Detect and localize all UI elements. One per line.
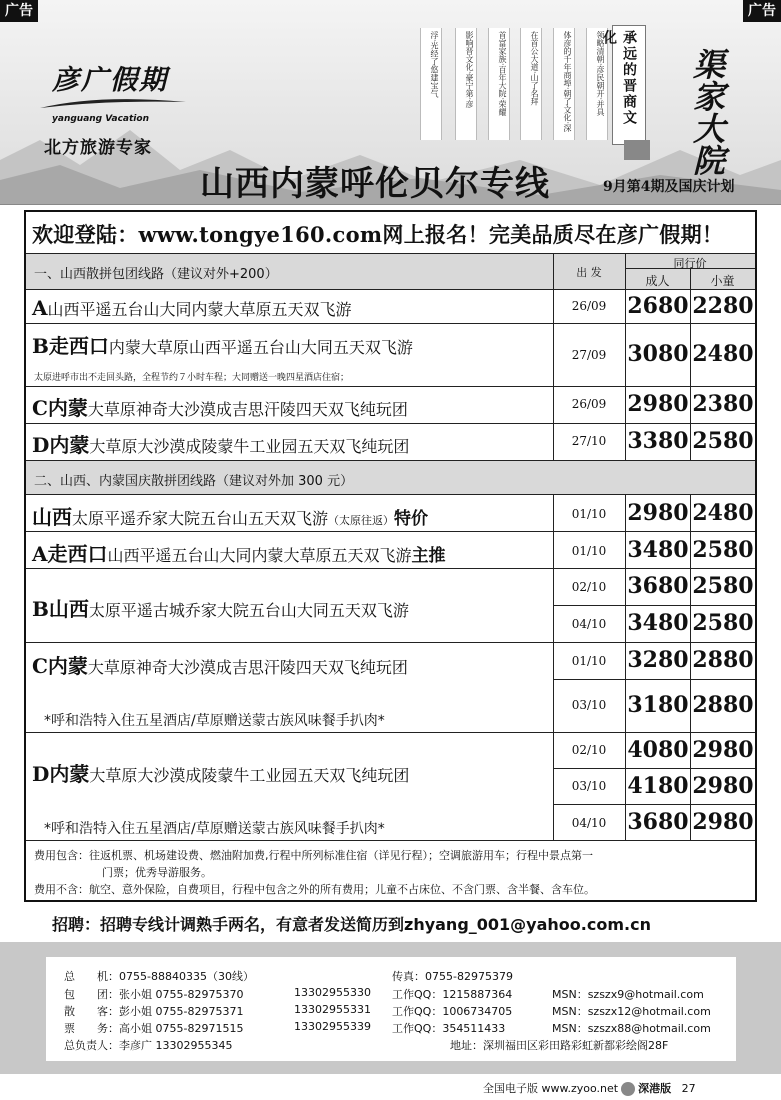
- logo-english: yanguang Vacation: [52, 114, 149, 124]
- contact-mobile: 13302955330: [294, 986, 371, 999]
- scroll-text: 体彦的千年商埠·朝了文化·深: [553, 28, 575, 140]
- column-child: 小童: [710, 274, 735, 288]
- route-name: C内蒙大草原神奇大沙漠成吉思汗陵四天双飞纯玩团: [32, 396, 408, 420]
- zyoo-logo-icon: [621, 1082, 635, 1096]
- child-price: 2980: [692, 809, 754, 835]
- child-price: 2880: [692, 647, 754, 673]
- child-price: 2280: [692, 293, 754, 319]
- logo-tagline: 北方旅游专家: [44, 138, 152, 158]
- route-note: 太原进呼市出不走回头路，全程节约７小时车程；大同赠送一晚四星酒店住宿；: [34, 373, 350, 383]
- adult-price: 2980: [627, 391, 689, 417]
- adult-price: 4080: [627, 737, 689, 763]
- sub-title: 9月第4期及国庆计划: [603, 179, 735, 195]
- column-adult: 成人: [645, 274, 670, 288]
- child-price: 2580: [692, 428, 754, 454]
- section1-title: 一、山西散拼包团线路（建议对外+200）: [34, 267, 278, 282]
- contact-role: 包 团：张小姐 0755-82975370: [64, 988, 244, 1001]
- ad-tag-right: 广告: [743, 0, 781, 22]
- child-price: 2980: [692, 737, 754, 763]
- main-line: 总 机：0755-88840335（30线）: [64, 970, 254, 983]
- page-footer: [483, 1080, 696, 1096]
- column-peer-price: 同行价: [673, 257, 707, 270]
- scroll-text: 在首公大道·山了名拜: [520, 28, 542, 140]
- adult-price: 3180: [627, 692, 689, 718]
- depart-date: 26/09: [571, 299, 607, 313]
- adult-price: 3680: [627, 809, 689, 835]
- contact-qq: 工作QQ：1215887364: [392, 988, 513, 1001]
- welcome-banner: 欢迎登陆：www.tongye160.com网上报名！完美品质尽在彦广假期！: [32, 222, 724, 247]
- ad-tag-left: 广告: [0, 0, 38, 22]
- depart-date: 02/10: [571, 580, 607, 594]
- depart-date: 27/10: [571, 434, 607, 448]
- depart-date: 01/10: [571, 654, 607, 668]
- depart-date: 03/10: [571, 698, 607, 712]
- depart-date: 01/10: [571, 544, 607, 558]
- adult-price: 4180: [627, 773, 689, 799]
- route-name: B走西口内蒙大草原山西平遥五台山大同五天双飞游: [32, 334, 413, 358]
- footer-region: 深港版: [638, 1082, 672, 1095]
- fees-included-cont: 门票；优秀导游服务。: [102, 866, 212, 879]
- route-name: A山西平遥五台山大同内蒙大草原五天双飞游: [32, 296, 352, 320]
- depart-date: 26/09: [571, 397, 607, 411]
- child-price: 2380: [692, 391, 754, 417]
- manager: 总负责人：李彦广 13302955345: [64, 1039, 233, 1052]
- scroll-text: 首富家族·百年大院·荣耀: [488, 28, 510, 140]
- main-title: 山西内蒙呼伦贝尔专线: [200, 164, 550, 204]
- contact-mobile: 13302955331: [294, 1003, 371, 1016]
- depart-date: 03/10: [571, 779, 607, 793]
- contact-role: 散 客：彭小姐 0755-82975371: [64, 1005, 244, 1018]
- header-banner: [0, 0, 781, 205]
- adult-price: 3080: [627, 341, 689, 367]
- scroll-text: 影响晋文化·豪宁第·彦: [455, 28, 477, 140]
- adult-price: 3680: [627, 573, 689, 599]
- adult-price: 2980: [627, 500, 689, 526]
- depart-date: 04/10: [571, 617, 607, 631]
- depart-date: 27/09: [571, 348, 607, 362]
- address: 地址：深圳福田区彩田路彩虹新都彩绘阁28F: [450, 1039, 669, 1052]
- depart-date: 04/10: [571, 816, 607, 830]
- route-name: D内蒙大草原大沙漠成陵蒙牛工业园五天双飞纯玩团: [32, 433, 410, 457]
- route-name: B山西太原平遥古城乔家大院五台山大同五天双飞游: [32, 597, 409, 621]
- section2-title: 二、山西、内蒙国庆散拼团线路（建议对外加 300 元）: [34, 474, 354, 489]
- logo-swoosh-icon: [38, 96, 188, 112]
- child-price: 2980: [692, 773, 754, 799]
- scroll-text: 领略清朝·彦民朝开·并具: [586, 28, 608, 140]
- child-price: 2580: [692, 610, 754, 636]
- fees-excluded: 费用不含：航空、意外保险，自费项目，行程中包含之外的所有费用；儿童不占床位、不含门票、含半餐、含车位。: [34, 883, 595, 896]
- scroll-title: 承远的晋商文化: [612, 25, 646, 145]
- contact-mobile: 13302955339: [294, 1020, 371, 1033]
- child-price: 2580: [692, 537, 754, 563]
- logo-script: 彦广假期: [52, 65, 168, 96]
- calligraphy-title: 渠家大院: [688, 48, 726, 176]
- contact-role: 票 务：高小姐 0755-82971515: [64, 1022, 244, 1035]
- route-note: *呼和浩特入住五星酒店/草原赠送蒙古族风味餐手扒肉*: [44, 713, 385, 729]
- contact-msn: MSN：szszx88@hotmail.com: [552, 1022, 711, 1035]
- child-price: 2880: [692, 692, 754, 718]
- contact-qq: 工作QQ：354511433: [392, 1022, 506, 1035]
- route-name: D内蒙大草原大沙漠成陵蒙牛工业园五天双飞纯玩团: [32, 762, 410, 786]
- depart-date: 02/10: [571, 743, 607, 757]
- child-price: 2580: [692, 573, 754, 599]
- footer-edition: 全国电子版 www.zyoo.net: [483, 1082, 619, 1095]
- route-name: A走西口山西平遥五台山大同内蒙大草原五天双飞游主推: [32, 542, 446, 566]
- fax: 传真：0755-82975379: [392, 970, 513, 983]
- column-depart: 出 发: [576, 266, 602, 279]
- route-name: 山西太原平遥乔家大院五台山五天双飞游（太原往返）特价: [32, 505, 429, 529]
- route-note: *呼和浩特入住五星酒店/草原赠送蒙古族风味餐手扒肉*: [44, 821, 385, 837]
- page-number: 27: [681, 1082, 696, 1095]
- scroll-text: 浮·光经了悠建宝气: [420, 28, 442, 140]
- fees-included: 费用包含：往返机票、机场建设费、燃油附加费,行程中所列标准住宿（详见行程）；空调旅游用车；行程中景点第一: [34, 849, 593, 862]
- adult-price: 3280: [627, 647, 689, 673]
- depart-date: 01/10: [571, 507, 607, 521]
- adult-price: 3480: [627, 537, 689, 563]
- adult-price: 3480: [627, 610, 689, 636]
- child-price: 2480: [692, 341, 754, 367]
- child-price: 2480: [692, 500, 754, 526]
- contact-msn: MSN：szszx9@hotmail.com: [552, 988, 704, 1001]
- adult-price: 2680: [627, 293, 689, 319]
- adult-price: 3380: [627, 428, 689, 454]
- seal-stamp: [624, 140, 650, 160]
- contact-msn: MSN：szszx12@hotmail.com: [552, 1005, 711, 1018]
- recruitment-notice: 招聘：招聘专线计调熟手两名，有意者发送简历到zhyang_001@yahoo.com.cn: [52, 915, 651, 934]
- route-name: C内蒙大草原神奇大沙漠成吉思汗陵四天双飞纯玩团: [32, 654, 408, 678]
- contact-qq: 工作QQ：1006734705: [392, 1005, 513, 1018]
